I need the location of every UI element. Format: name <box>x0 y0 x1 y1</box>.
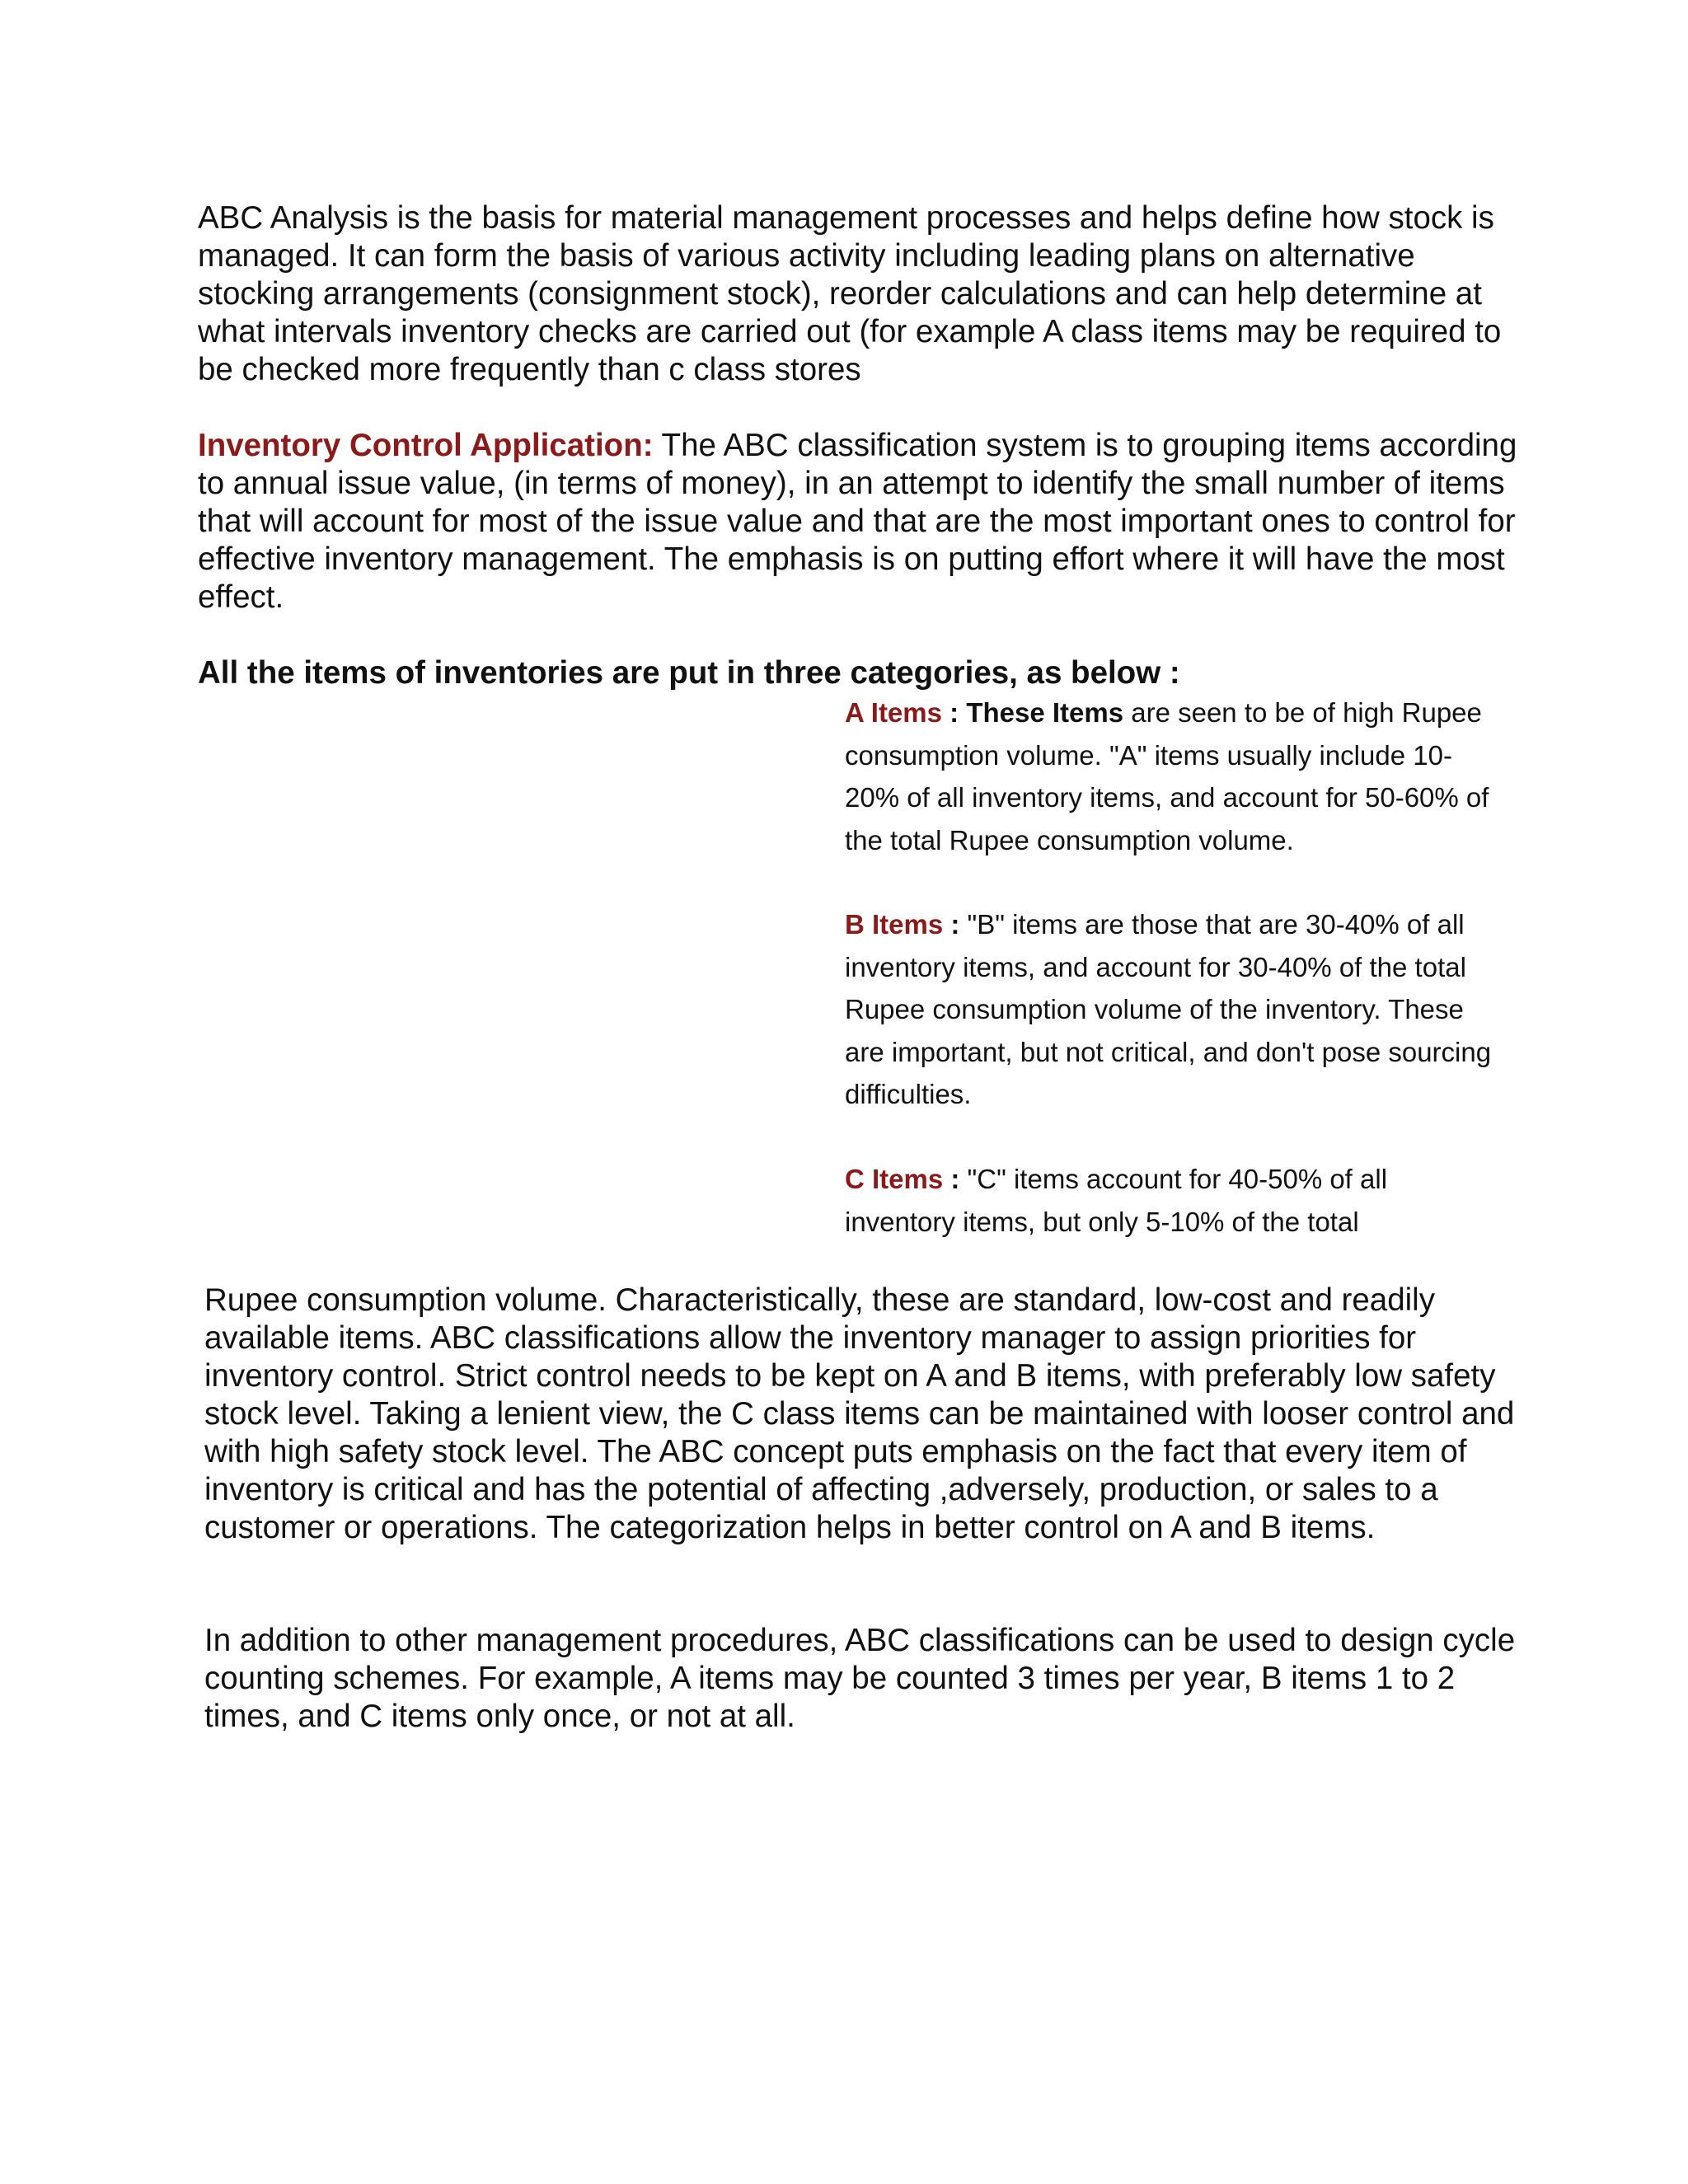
cycle-counting-paragraph <box>204 1622 1523 1736</box>
c-items-text: "C" items account for 40-50% of all inventory items, but only 5-10% of the total <box>845 1164 1388 1237</box>
a-items-bold-lead: These Items <box>966 697 1124 728</box>
application-heading: Inventory Control Application: <box>198 428 654 463</box>
cycle-counting-text: In addition to other management procedures, ABC classifications can be used to design cycle counting schemes. For example, A items may be counted 3 times per year, B items 1 to 2 times, and C items only once, or not at all. <box>204 1623 1516 1734</box>
a-items-label: A Items <box>845 697 942 728</box>
c-items-description <box>845 1158 1496 1243</box>
b-items-label: B Items <box>845 909 944 940</box>
a-items-colon: : <box>941 697 967 728</box>
b-items-description <box>845 903 1496 1116</box>
b-items-text: "B" items are those that are 30-40% of all inventory items, and account for 30-40% of the total Rupee consumption volume of the inventory. These are important, but not critical, and don't pose sourcing difficulties. <box>845 909 1492 1109</box>
a-items-text: are seen to be of high Rupee consumption volume. "A" items usually include 10-20% of all inventory items, and account for 50-60% of the total Rupee consumption volume. <box>845 697 1489 855</box>
a-items-description <box>845 691 1496 861</box>
b-items-colon: : <box>943 909 968 940</box>
application-text: The ABC classification system is to grouping items according to annual issue value, (in terms of money), in an attempt to identify the small number of items that will account for most of the issue value and that are the most important ones to control for effective inventory management. The emphasis is on putting effort where it will have the most effect. <box>198 428 1517 615</box>
continuation-text: Rupee consumption volume. Characteristically, these are standard, low-cost and readily available items. ABC classifications allow the inventory manager to assign priorities for inventory control. Strict control needs to be kept on A and B items, with preferably low safety stock level. Taking a lenient view, the C class items can be maintained with looser control and with high safety stock level. The ABC concept puts emphasis on the fact that every item of inventory is critical and has the potential of affecting ,adversely, production, or sales to a customer or operations. The categorization helps in better control on A and B items. <box>204 1282 1515 1545</box>
intro-text: ABC Analysis is the basis for material management processes and helps define how stock is managed. It can form the basis of various activity including leading plans on alternative stocking arrangements (consignment stock), reorder calculations and can help determine at what intervals inventory checks are carried out (for example A class items may be required to be checked more frequently than c class stores <box>198 200 1502 387</box>
inventory-control-application-paragraph <box>198 427 1533 616</box>
c-items-colon: : <box>943 1164 968 1194</box>
c-items-continuation-paragraph <box>204 1282 1523 1547</box>
c-items-label: C Items <box>845 1164 944 1194</box>
categories-heading: All the items of inventories are put in three categories, as below : <box>198 655 1180 691</box>
intro-paragraph <box>198 199 1517 389</box>
